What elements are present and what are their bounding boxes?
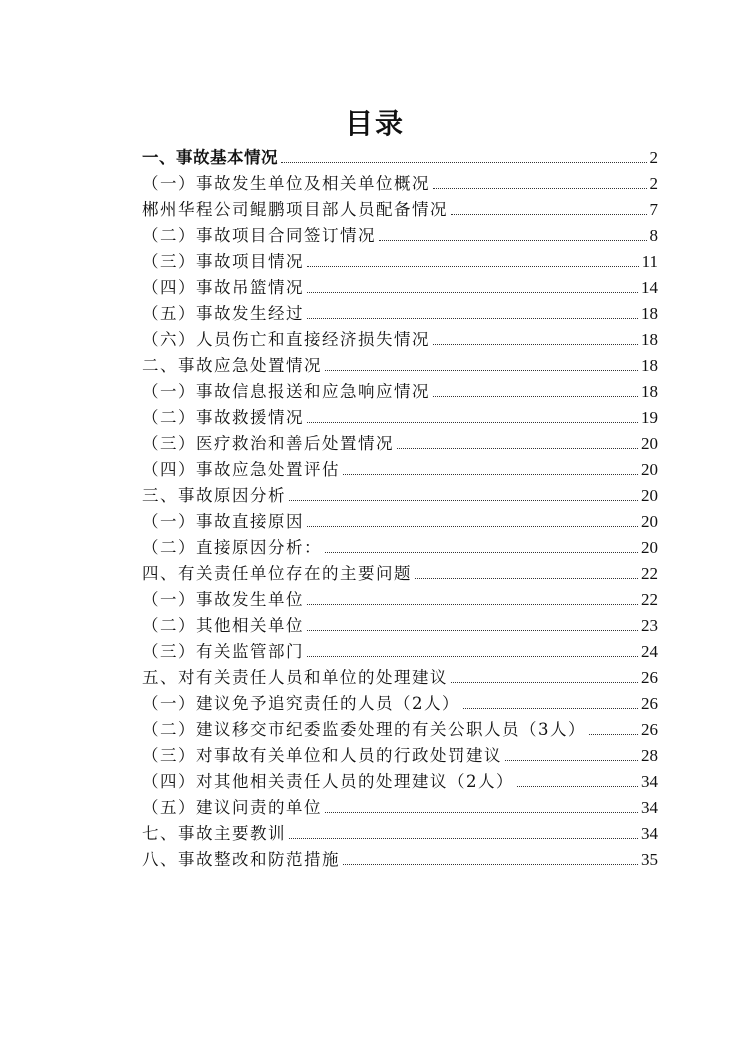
toc-entry-page-number: 2 — [649, 174, 658, 193]
toc-entry-page-number: 28 — [641, 746, 658, 765]
toc-dot-leader — [307, 318, 638, 319]
toc-entry-label: （二）建议移交市纪委监委处理的有关公职人员（3人） — [142, 720, 586, 739]
toc-dot-leader — [307, 266, 639, 267]
toc-dot-leader — [451, 214, 647, 215]
toc-entry-page-number: 2 — [649, 148, 658, 167]
toc-entry[interactable] — [142, 717, 658, 743]
toc-entry-label: （三）事故项目情况 — [142, 252, 304, 271]
toc-entry-label: 四、有关责任单位存在的主要问题 — [142, 564, 412, 583]
toc-entry[interactable] — [142, 483, 658, 509]
toc-entry[interactable] — [142, 457, 658, 483]
toc-dot-leader — [379, 240, 647, 241]
toc-entry-label: （一）事故发生单位及相关单位概况 — [142, 174, 430, 193]
toc-dot-leader — [307, 526, 638, 527]
toc-entry-label: （一）事故直接原因 — [142, 512, 304, 531]
toc-entry-page-number: 35 — [641, 850, 658, 869]
toc-entry-page-number: 20 — [641, 538, 658, 557]
toc-entry-label: （一）事故信息报送和应急响应情况 — [142, 382, 430, 401]
toc-entry-label: 八、事故整改和防范措施 — [142, 850, 340, 869]
toc-entry-label: 二、事故应急处置情况 — [142, 356, 322, 375]
toc-entry-label: 郴州华程公司鲲鹏项目部人员配备情况 — [142, 200, 448, 219]
toc-dot-leader — [307, 656, 638, 657]
toc-dot-leader — [397, 448, 638, 449]
toc-dot-leader — [289, 500, 638, 501]
toc-entry[interactable] — [142, 561, 658, 587]
toc-entry-page-number: 18 — [641, 356, 658, 375]
toc-dot-leader — [415, 578, 638, 579]
toc-entry-page-number: 20 — [641, 460, 658, 479]
toc-entry-label: 五、对有关责任人员和单位的处理建议 — [142, 668, 448, 687]
toc-entry-label: （四）对其他相关责任人员的处理建议（2人） — [142, 772, 514, 791]
toc-dot-leader — [589, 734, 638, 735]
toc-entry-label: （五）事故发生经过 — [142, 304, 304, 323]
toc-dot-leader — [325, 370, 638, 371]
toc-entry-page-number: 18 — [641, 382, 658, 401]
toc-entry-label: （二）事故项目合同签订情况 — [142, 226, 376, 245]
toc-entry-label: （二）事故救援情况 — [142, 408, 304, 427]
toc-entry-label: （三）有关监管部门 — [142, 642, 304, 661]
toc-entry-label: （一）建议免予追究责任的人员（2人） — [142, 694, 460, 713]
toc-entry-page-number: 20 — [641, 512, 658, 531]
toc-dot-leader — [463, 708, 638, 709]
toc-entry-page-number: 23 — [641, 616, 658, 635]
toc-entry-label: （三）对事故有关单位和人员的行政处罚建议 — [142, 746, 502, 765]
toc-entry-page-number: 8 — [649, 226, 658, 245]
toc-entry[interactable] — [142, 691, 658, 717]
toc-title: 目录 — [344, 107, 405, 140]
toc-entry[interactable] — [142, 769, 658, 795]
toc-entry-page-number: 20 — [641, 434, 658, 453]
toc-entry-page-number: 26 — [641, 720, 658, 739]
toc-entry-label: （四）事故吊篮情况 — [142, 278, 304, 297]
toc-dot-leader — [451, 682, 638, 683]
toc-entry[interactable] — [142, 379, 658, 405]
toc-entry[interactable] — [142, 249, 658, 275]
toc-entry[interactable] — [142, 145, 658, 171]
toc-dot-leader — [325, 552, 638, 553]
toc-dot-leader — [307, 604, 638, 605]
toc-entry-page-number: 18 — [641, 304, 658, 323]
toc-entry-label: （一）事故发生单位 — [142, 590, 304, 609]
toc-entry[interactable] — [142, 405, 658, 431]
toc-entry[interactable] — [142, 275, 658, 301]
toc-dot-leader — [289, 838, 638, 839]
toc-dot-leader — [307, 422, 638, 423]
toc-dot-leader — [517, 786, 638, 787]
toc-entry[interactable] — [142, 353, 658, 379]
toc-entry-page-number: 26 — [641, 668, 658, 687]
toc-entry[interactable] — [142, 171, 658, 197]
toc-entry[interactable] — [142, 587, 658, 613]
toc-entry-label: （五）建议问责的单位 — [142, 798, 322, 817]
toc-entry-label: 一、事故基本情况 — [142, 148, 278, 167]
toc-entry[interactable] — [142, 431, 658, 457]
toc-entry-page-number: 22 — [641, 590, 658, 609]
toc-entry[interactable] — [142, 223, 658, 249]
toc-entry-page-number: 14 — [641, 278, 658, 297]
toc-entry-label: （二）其他相关单位 — [142, 616, 304, 635]
toc-dot-leader — [307, 630, 638, 631]
toc-entry[interactable] — [142, 665, 658, 691]
toc-entry-page-number: 24 — [641, 642, 658, 661]
toc-entry[interactable] — [142, 639, 658, 665]
toc-entry-page-number: 34 — [641, 824, 658, 843]
toc-entry[interactable] — [142, 821, 658, 847]
toc-entry[interactable] — [142, 613, 658, 639]
toc-entry-page-number: 26 — [641, 694, 658, 713]
toc-entry[interactable] — [142, 301, 658, 327]
toc-entry[interactable] — [142, 795, 658, 821]
toc-entry[interactable] — [142, 847, 658, 873]
toc-dot-leader — [433, 396, 638, 397]
toc-entry-page-number: 18 — [641, 330, 658, 349]
toc-entry-label: （四）事故应急处置评估 — [142, 460, 340, 479]
toc-dot-leader — [343, 474, 638, 475]
toc-entry[interactable] — [142, 535, 658, 561]
toc-entry-label: （六）人员伤亡和直接经济损失情况 — [142, 330, 430, 349]
toc-dot-leader — [325, 812, 638, 813]
toc-entry-page-number: 7 — [649, 200, 658, 219]
toc-entry-label: 七、事故主要教训 — [142, 824, 286, 843]
toc-entry-label: （三）医疗救治和善后处置情况 — [142, 434, 394, 453]
toc-dot-leader — [505, 760, 638, 761]
toc-dot-leader — [307, 292, 638, 293]
toc-entry-page-number: 34 — [641, 798, 658, 817]
toc-entry[interactable] — [142, 197, 658, 223]
toc-dot-leader — [343, 864, 638, 865]
toc-entry-label: 三、事故原因分析 — [142, 486, 286, 505]
toc-dot-leader — [433, 344, 638, 345]
toc-entry-page-number: 20 — [641, 486, 658, 505]
toc-entry[interactable] — [142, 743, 658, 769]
toc-entry-page-number: 34 — [641, 772, 658, 791]
toc-entry-page-number: 22 — [641, 564, 658, 583]
toc-dot-leader — [433, 188, 647, 189]
toc-entry-page-number: 19 — [641, 408, 658, 427]
toc-dot-leader — [281, 162, 647, 163]
toc-entry-page-number: 11 — [641, 252, 658, 271]
toc-list — [142, 145, 658, 873]
toc-entry[interactable] — [142, 509, 658, 535]
toc-entry-label: （二）直接原因分析： — [142, 538, 322, 557]
toc-entry[interactable] — [142, 327, 658, 353]
